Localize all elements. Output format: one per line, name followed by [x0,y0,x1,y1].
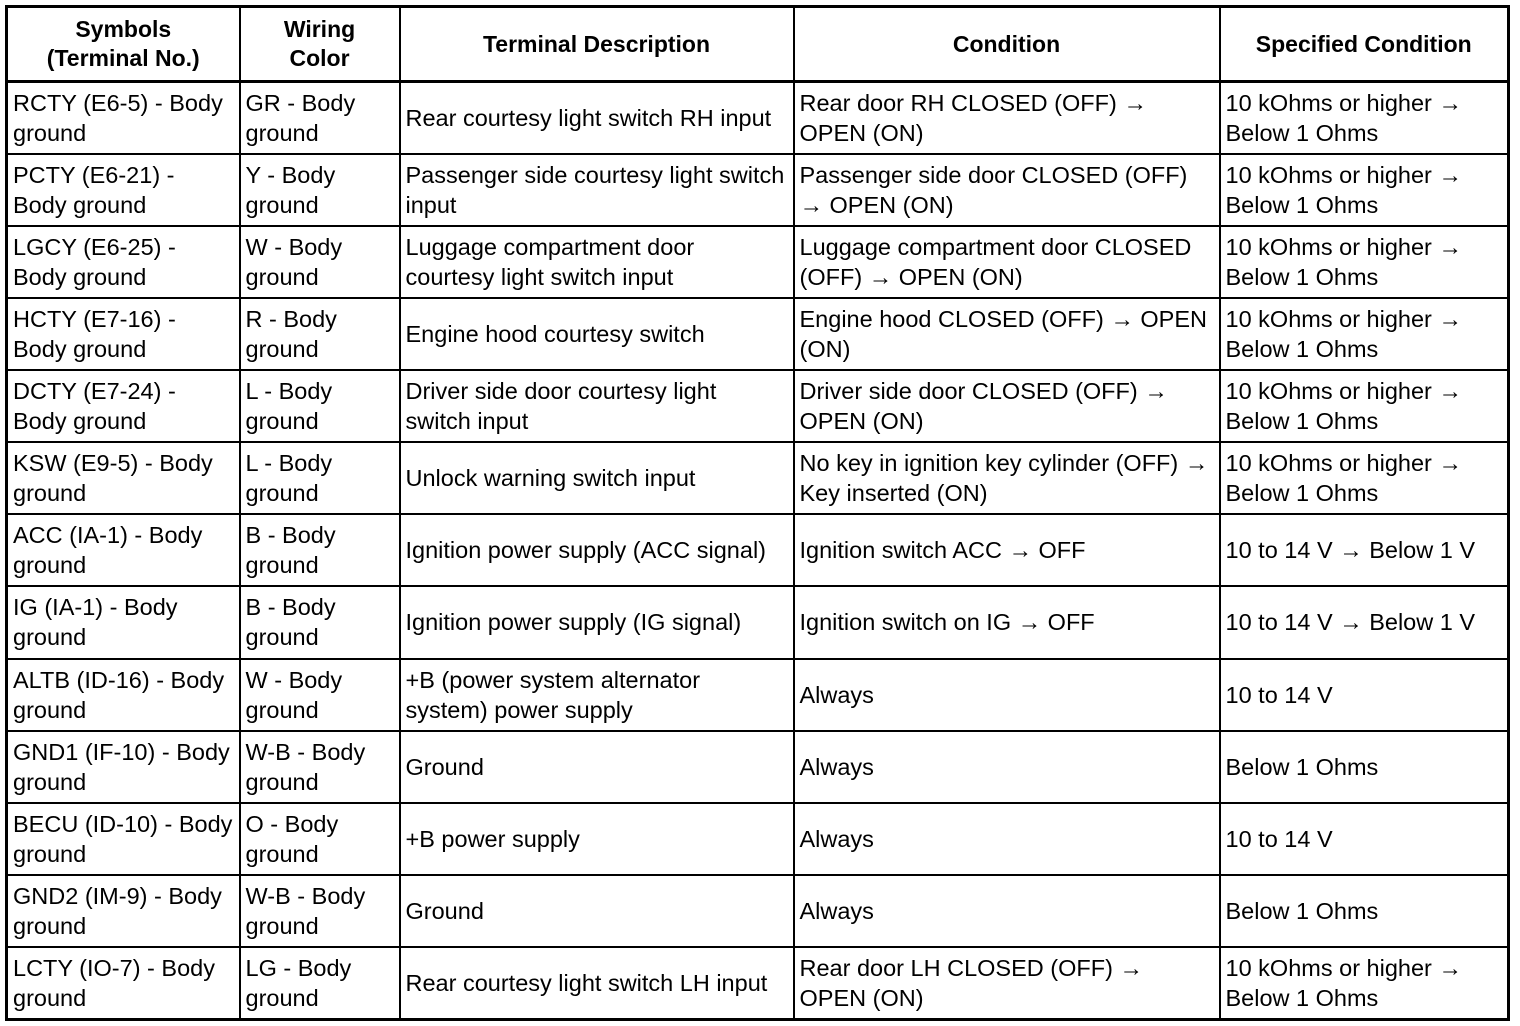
table-row [7,154,1509,226]
cell-wiring-color: Y - Body ground [240,154,400,226]
header-terminal-description: Terminal Description [400,7,794,82]
table-body [7,82,1509,1020]
table-row [7,659,1509,731]
terminal-spec-table [5,5,1510,1021]
cell-specified-condition: Below 1 Ohms [1220,731,1509,803]
cell-symbol: KSW (E9-5) - Body ground [7,442,240,514]
cell-condition: Always [794,659,1220,731]
cell-terminal-description: Rear courtesy light switch RH input [400,82,794,155]
header-wiring-line-1: Wiring [283,16,356,42]
cell-symbol: ALTB (ID-16) - Body ground [7,659,240,731]
cell-specified-condition: 10 kOhms or higher → Below 1 Ohms [1220,82,1509,155]
cell-specified-condition: 10 kOhms or higher → Below 1 Ohms [1220,154,1509,226]
header-symbols [7,7,240,82]
table-row [7,514,1509,586]
cell-symbol: BECU (ID-10) - Body ground [7,803,240,875]
cell-wiring-color: L - Body ground [240,370,400,442]
cell-terminal-description: +B (power system alternator system) power supply [400,659,794,731]
header-condition: Condition [794,7,1220,82]
cell-symbol: GND2 (IM-9) - Body ground [7,875,240,947]
cell-wiring-color: W - Body ground [240,659,400,731]
table-row [7,226,1509,298]
cell-terminal-description: +B power supply [400,803,794,875]
cell-specified-condition: 10 kOhms or higher → Below 1 Ohms [1220,370,1509,442]
cell-symbol: PCTY (E6-21) - Body ground [7,154,240,226]
table-row [7,731,1509,803]
cell-specified-condition: 10 kOhms or higher → Below 1 Ohms [1220,298,1509,370]
cell-condition: Ignition switch on IG → OFF [794,586,1220,658]
header-wiring-color [240,7,400,82]
cell-condition: Always [794,731,1220,803]
table-row [7,82,1509,155]
cell-condition: Ignition switch ACC → OFF [794,514,1220,586]
cell-wiring-color: W-B - Body ground [240,875,400,947]
cell-terminal-description: Unlock warning switch input [400,442,794,514]
cell-condition: Rear door RH CLOSED (OFF) → OPEN (ON) [794,82,1220,155]
cell-wiring-color: O - Body ground [240,803,400,875]
cell-terminal-description: Rear courtesy light switch LH input [400,947,794,1020]
header-symbols-line-2: (Terminal No.) [46,45,200,71]
table-row [7,875,1509,947]
cell-symbol: HCTY (E7-16) - Body ground [7,298,240,370]
cell-specified-condition: 10 kOhms or higher → Below 1 Ohms [1220,442,1509,514]
cell-wiring-color: GR - Body ground [240,82,400,155]
cell-condition: Rear door LH CLOSED (OFF) → OPEN (ON) [794,947,1220,1020]
table-row [7,947,1509,1020]
cell-wiring-color: R - Body ground [240,298,400,370]
cell-symbol: DCTY (E7-24) - Body ground [7,370,240,442]
cell-specified-condition: 10 kOhms or higher → Below 1 Ohms [1220,947,1509,1020]
cell-condition: Always [794,875,1220,947]
cell-condition: No key in ignition key cylinder (OFF) → Key inserted (ON) [794,442,1220,514]
cell-specified-condition: Below 1 Ohms [1220,875,1509,947]
cell-symbol: RCTY (E6-5) - Body ground [7,82,240,155]
cell-wiring-color: L - Body ground [240,442,400,514]
header-wiring-line-2: Color [289,45,350,71]
cell-specified-condition: 10 to 14 V [1220,803,1509,875]
cell-wiring-color: B - Body ground [240,514,400,586]
cell-terminal-description: Engine hood courtesy switch [400,298,794,370]
cell-specified-condition: 10 to 14 V → Below 1 V [1220,586,1509,658]
cell-specified-condition: 10 kOhms or higher → Below 1 Ohms [1220,226,1509,298]
cell-condition: Luggage compartment door CLOSED (OFF) → OPEN (ON) [794,226,1220,298]
cell-terminal-description: Luggage compartment door courtesy light switch input [400,226,794,298]
cell-terminal-description: Ignition power supply (ACC signal) [400,514,794,586]
cell-terminal-description: Passenger side courtesy light switch input [400,154,794,226]
table-row [7,370,1509,442]
cell-symbol: LGCY (E6-25) - Body ground [7,226,240,298]
cell-wiring-color: W - Body ground [240,226,400,298]
header-symbols-line-1: Symbols [75,16,172,42]
cell-condition: Engine hood CLOSED (OFF) → OPEN (ON) [794,298,1220,370]
cell-condition: Driver side door CLOSED (OFF) → OPEN (ON) [794,370,1220,442]
table-row [7,442,1509,514]
table-row [7,586,1509,658]
cell-condition: Always [794,803,1220,875]
cell-specified-condition: 10 to 14 V [1220,659,1509,731]
cell-symbol: ACC (IA-1) - Body ground [7,514,240,586]
cell-terminal-description: Ignition power supply (IG signal) [400,586,794,658]
terminal-spec-sheet [5,5,1507,1021]
cell-terminal-description: Ground [400,731,794,803]
cell-terminal-description: Ground [400,875,794,947]
cell-wiring-color: W-B - Body ground [240,731,400,803]
cell-terminal-description: Driver side door courtesy light switch input [400,370,794,442]
cell-specified-condition: 10 to 14 V → Below 1 V [1220,514,1509,586]
table-row [7,298,1509,370]
cell-wiring-color: B - Body ground [240,586,400,658]
cell-wiring-color: LG - Body ground [240,947,400,1020]
cell-symbol: IG (IA-1) - Body ground [7,586,240,658]
header-specified-condition: Specified Condition [1220,7,1509,82]
table-row [7,803,1509,875]
header-row [7,7,1509,82]
cell-condition: Passenger side door CLOSED (OFF) → OPEN (ON) [794,154,1220,226]
cell-symbol: GND1 (IF-10) - Body ground [7,731,240,803]
cell-symbol: LCTY (IO-7) - Body ground [7,947,240,1020]
